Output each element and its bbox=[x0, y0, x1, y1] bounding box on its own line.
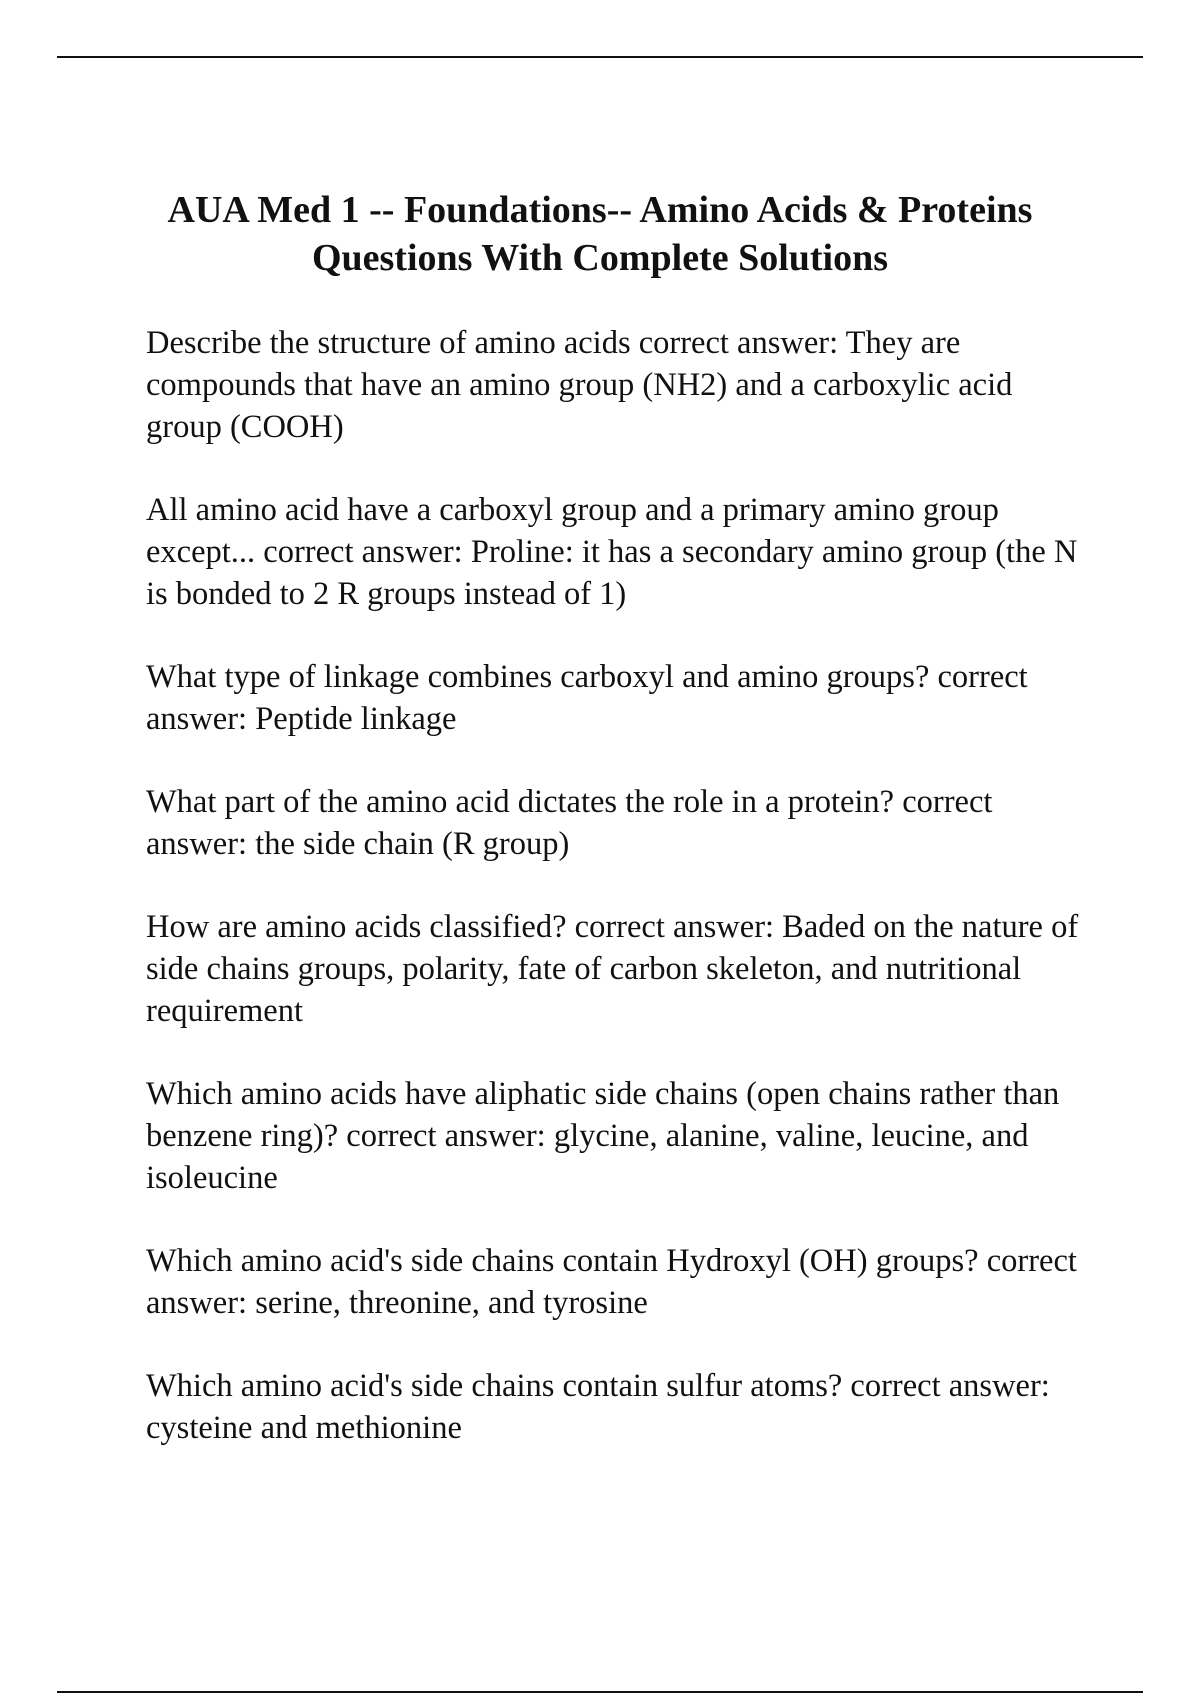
qa-item: All amino acid have a carboxyl group and a primary amino group except... correct answer: Proline: it has a secondary amino group (the N is bonded to 2 R groups instead of 1) bbox=[146, 492, 1078, 612]
qa-item: How are amino acids classified? correct answer: Baded on the nature of side chains groups, polarity, fate of carbon skeleton, and nutritional requirement bbox=[146, 909, 1079, 1029]
top-rule bbox=[57, 56, 1143, 58]
qa-item: Describe the structure of amino acids correct answer: They are compounds that have an amino group (NH2) and a carboxylic acid group (COOH) bbox=[146, 325, 1013, 445]
bottom-rule bbox=[57, 1691, 1143, 1693]
title-line-2: Questions With Complete Solutions bbox=[311, 237, 889, 279]
qa-item: What type of linkage combines carboxyl and amino groups? correct answer: Peptide linkage bbox=[146, 659, 1028, 737]
qa-item: What part of the amino acid dictates the role in a protein? correct answer: the side chain (R group) bbox=[146, 784, 993, 862]
qa-item: Which amino acid's side chains contain Hydroxyl (OH) groups? correct answer: serine, threonine, and tyrosine bbox=[146, 1243, 1077, 1321]
qa-item: Which amino acids have aliphatic side chains (open chains rather than benzene ring)? correct answer: glycine, alanine, valine, leucine, and isoleucine bbox=[146, 1076, 1060, 1196]
question-answer-list bbox=[146, 322, 1086, 1490]
title-line-1: AUA Med 1 -- Foundations-- Amino Acids & Proteins bbox=[167, 189, 1033, 231]
document-title bbox=[100, 186, 1100, 282]
qa-item: Which amino acid's side chains contain sulfur atoms? correct answer: cysteine and methionine bbox=[146, 1368, 1050, 1446]
